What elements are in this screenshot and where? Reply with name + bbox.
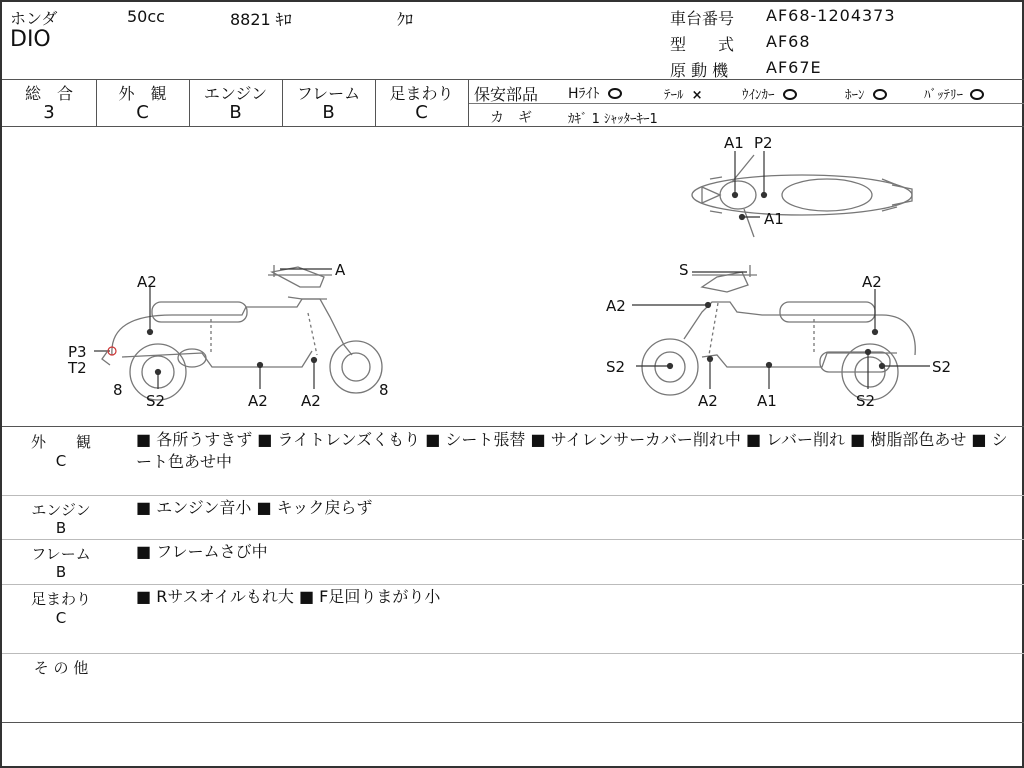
grade-engine-value: B xyxy=(229,102,242,123)
tail-label: ﾃｰﾙ xyxy=(664,88,684,103)
damage-label: P3 xyxy=(68,343,87,361)
grade-overall-value: 3 xyxy=(43,102,55,123)
damage-label: A1 xyxy=(724,134,744,152)
horn-ok-mark xyxy=(873,89,887,100)
tail-ng-mark: × xyxy=(691,88,703,103)
battery-ok-mark xyxy=(970,89,984,100)
chassis-value: AF68-1204373 xyxy=(766,6,896,25)
damage-label: 8 xyxy=(113,381,123,399)
remark-suspension-text: ■ Rサスオイルもれ大 ■ F足回りまがり小 xyxy=(136,587,441,606)
key-value: ｶｷﾞ 1 ｼｬｯﾀｰｷｰ1 xyxy=(568,112,658,127)
grade-suspension-value: C xyxy=(415,102,428,123)
damage-label: A1 xyxy=(764,210,784,228)
grade-suspension-label: 足まわり xyxy=(389,84,454,103)
damage-label: S2 xyxy=(146,392,166,410)
color: ｸﾛ xyxy=(397,10,414,29)
type-label: 型 式 xyxy=(670,35,735,54)
damage-label: S2 xyxy=(932,358,952,376)
safety-battery xyxy=(924,84,984,103)
type-value: AF68 xyxy=(766,32,811,51)
mileage: 8821 ｷﾛ xyxy=(230,10,292,29)
headlight-label: Hﾗｲﾄ xyxy=(568,86,600,102)
maker: ホンダ xyxy=(10,9,58,28)
damage-label: A2 xyxy=(137,273,157,291)
model-name: DIO xyxy=(10,27,51,52)
remark-frame-grade: B xyxy=(55,563,67,581)
damage-label: S2 xyxy=(606,358,626,376)
winker-ok-mark xyxy=(783,89,797,100)
winker-label: ｳｲﾝｶｰ xyxy=(742,88,775,103)
damage-label: S xyxy=(679,261,689,279)
damage-label: A2 xyxy=(248,392,268,410)
key-label: カ ギ xyxy=(490,110,532,126)
remark-engine-grade: B xyxy=(55,519,67,537)
grade-exterior-label: 外 観 xyxy=(118,84,167,103)
safety-winker xyxy=(742,84,797,103)
remark-exterior-label: 外 観 xyxy=(30,433,91,451)
headlight-ok-mark xyxy=(608,88,622,99)
engine-label: 原 動 機 xyxy=(670,61,729,80)
remark-engine-label: エンジン xyxy=(31,501,91,519)
remark-other-label: そ の 他 xyxy=(33,659,89,677)
safety-horn xyxy=(845,84,887,103)
damage-label: P2 xyxy=(754,134,773,152)
engine-value: AF67E xyxy=(766,58,822,77)
damage-label: S2 xyxy=(856,392,876,410)
safety-headlight xyxy=(568,83,622,103)
grade-frame-value: B xyxy=(322,102,335,123)
damage-label: A2 xyxy=(698,392,718,410)
chassis-label: 車台番号 xyxy=(670,9,735,28)
damage-label: A2 xyxy=(301,392,321,410)
scooter-diagram xyxy=(2,127,1024,427)
battery-label: ﾊﾞｯﾃﾘｰ xyxy=(924,88,963,103)
damage-label: A2 xyxy=(862,273,882,291)
safety-tail xyxy=(664,84,703,103)
damage-label: 8 xyxy=(379,381,389,399)
damage-label: A1 xyxy=(757,392,777,410)
remark-suspension-label: 足まわり xyxy=(30,590,91,608)
grade-overall-label: 総 合 xyxy=(24,84,73,103)
safety-title: 保安部品 xyxy=(474,85,539,104)
damage-label: A xyxy=(335,261,346,279)
remark-suspension-grade: C xyxy=(55,609,67,627)
remark-frame-label: フレーム xyxy=(31,545,91,563)
damage-label: A2 xyxy=(606,297,626,315)
displacement: 50cc xyxy=(127,7,165,26)
grade-engine-label: エンジン xyxy=(203,84,268,103)
remark-frame-text: ■ フレームさび中 xyxy=(136,542,268,561)
remark-exterior-grade: C xyxy=(55,452,67,470)
remark-engine-text: ■ エンジン音小 ■ キック戻らず xyxy=(136,498,373,517)
damage-label: T2 xyxy=(68,359,87,377)
grade-frame-label: フレーム xyxy=(296,84,361,103)
horn-label: ﾎｰﾝ xyxy=(845,88,865,103)
remark-exterior-text: ■ 各所うすきず ■ ライトレンズくもり ■ シート張替 ■ サイレンサーカバー削れ中 ■ レバー削れ ■ 樹脂部色あせ ■ シート色あせ中 xyxy=(136,430,1008,471)
grade-exterior-value: C xyxy=(136,102,149,123)
top-view-scooter xyxy=(692,155,912,237)
